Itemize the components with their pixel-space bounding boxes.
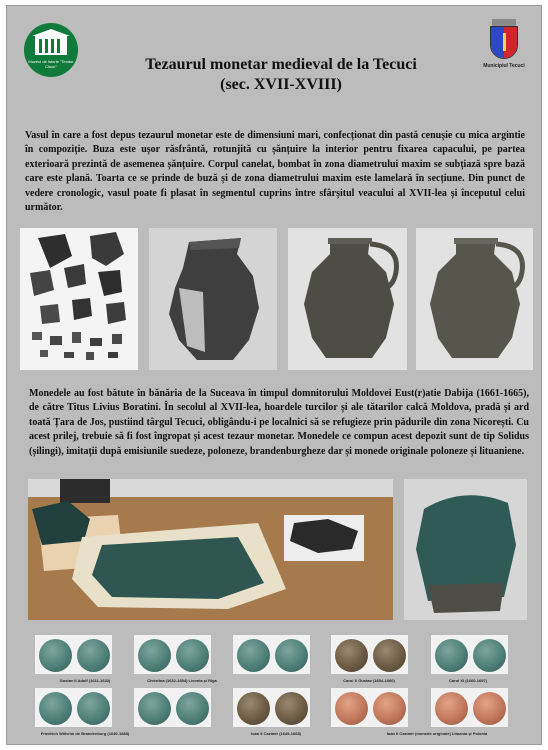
coin-obverse [335,692,368,725]
coin-obverse [237,692,270,725]
coat-of-arms-icon [488,19,520,61]
coin-sample-6 [34,687,113,728]
vessel-partial-photo [149,228,277,370]
vessel-restored-photo [288,228,407,370]
coin-hoard-table-photo [28,479,393,620]
museum-logo-text: Muzeul de Istorie "Teodor Cincu" [28,59,74,69]
vessel-complete-photo [416,228,533,370]
coin-sample-10 [430,687,509,728]
coin-obverse [435,639,468,672]
coin-reverse [473,692,506,725]
poster [6,5,542,745]
coins-description: Monedele au fost bătute în bănăria de la Suceava în timpul domnitorului Moldovei Eust(r)atie Dabija (1661-1665), de către Titus Livius Boratini. În secolul al XVII-lea, hoardele turcilor și ale tătarilor calcă Moldova, pradă și ard toată Țara de Jos, pustiind târgul Tecuci, obligându-i pe localnici să se refugieze prin pădurile din zona Nicorești. Cu acest prilej, trebuie să fi fost îngropat și acest tezaur monetar. Monedele ce compun acest depozit sunt de tip Solidus (șilingi), imitații după emisiunile suedeze, poloneze, brandenburgheze dar și monede originale poloneze și lituaniene. [29,388,529,457]
coin-reverse [176,692,209,725]
vessel-description: Vasul în care a fost depus tezaurul monetar este de dimensiuni mari, confecționat din pastă cenușie cu mica argintie în compoziție. Buza este ușor răsfrântă, rotunjită cu șănțuire la interior pentru fixarea capacului, pe partea exterioară prezintă de asemenea șănțuire. Corpul canelat, bombat în zona diametrului maxim se subțiază spre bază care este plană. Toarta ce se prinde de buză și de zona diametrului maxim este lamelară în secțiune. Din punct de vedere cronologic, vasul poate fi plasat în segmentul cuprins între sfârșitul veacului al XVII-lea și începutul celui următor. [25,130,525,214]
coin-reverse [77,639,110,672]
coin-obverse [138,639,171,672]
page-title [87,55,475,95]
coin-reverse [176,639,209,672]
museum-building-icon [35,35,67,55]
coin-sample-7 [133,687,212,728]
coin-obverse [435,692,468,725]
coin-obverse [39,639,72,672]
municipality-logo [479,19,529,89]
coin-sample-4 [330,634,409,675]
coin-label: Gustav II Adolf (1611-1632) [59,678,111,683]
municipality-label: Municipiul Tecuci [483,63,525,69]
coin-sample-2 [133,634,212,675]
coin-obverse [138,692,171,725]
coin-reverse [373,692,406,725]
vessel-fragments-photo [20,228,138,370]
title-line-2: (sec. XVII-XVIII) [220,76,342,93]
coin-sample-9 [330,687,409,728]
coin-label: Ioan II Cazimir (monede originale) Lituania și Polonia [386,731,488,736]
coin-obverse [237,639,270,672]
coin-reverse [77,692,110,725]
coin-reverse [473,639,506,672]
coin-label: Carol XI (1660-1697) [448,678,488,683]
coin-label: Friedrich Wilhelm de Brandenburg (1640-1688) [40,731,130,736]
coin-reverse [373,639,406,672]
coin-sample-5 [430,634,509,675]
museum-logo [21,23,81,83]
coin-hoard-vessel-photo [404,479,527,620]
title-line-1: Tezaurul monetar medieval de la Tecuci [145,56,417,73]
coin-label: Christina (1632-1654) Livonia și Riga [147,678,217,683]
coin-label: Ioan II Cazimir (1649-1668) [250,731,302,736]
coin-sample-3 [232,634,311,675]
coin-obverse [335,639,368,672]
coin-sample-8 [232,687,311,728]
coin-sample-1 [34,634,113,675]
coin-reverse [275,692,308,725]
coin-label: Carol X Gustav (1654-1660) [343,678,395,683]
coin-reverse [275,639,308,672]
coin-obverse [39,692,72,725]
